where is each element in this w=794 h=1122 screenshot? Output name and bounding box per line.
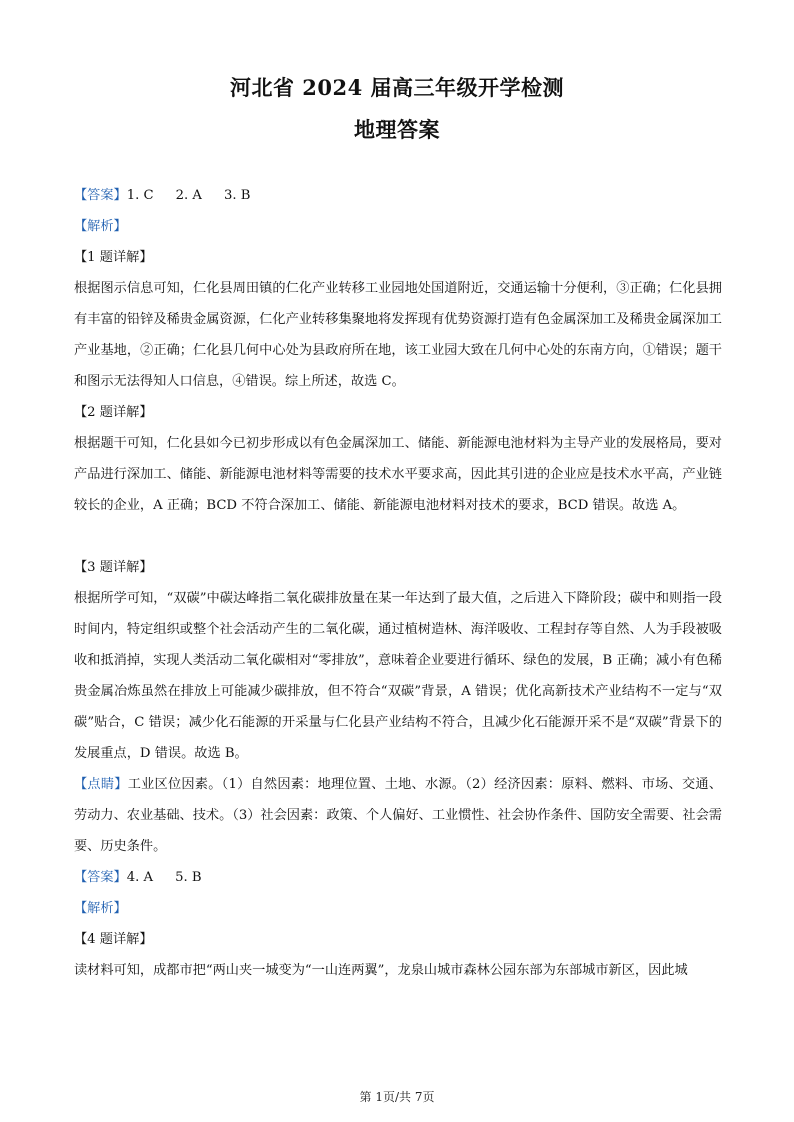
tip-text: 工业区位因素。（1）自然因素：地理位置、土地、水源。（2）经济因素：原料、燃料、市场、交通、劳动力、农业基础、技术。（3）社会因素：政策、个人偏好、工业惯性、社会协作条件、国防安全需要、社会需要、历史条件。 (74, 777, 723, 854)
answer-item: 5. B (175, 870, 202, 885)
question-heading-2: 【2 题详解】 (74, 405, 153, 420)
analysis-tag: 【解析】 (74, 901, 127, 916)
document-subtitle: 地理答案 (354, 117, 440, 142)
answer-item: 2. A (175, 188, 202, 203)
answer-tag: 【答案】 (74, 188, 127, 203)
tip-tag: 【点睛】 (74, 777, 128, 792)
analysis-tag: 【解析】 (74, 219, 127, 234)
answer-item: 4. A (126, 870, 154, 885)
tip-paragraph (74, 769, 722, 862)
question-explanation-2: 根据题干可知，仁化县如今已初步形成以有色金属深加工、储能、新能源电池材料为主导产业的发展格局，要对产品进行深加工、储能、新能源电池材料等需要的技术水平要求高，因此其引进的企业应是技术水平高，产业链较长的企业，A 正确；BCD 不符合深加工、储能、新能源电池材料对技术的要求，BCD 错误。故选 A。 (74, 436, 722, 513)
question-heading-1: 【1 题详解】 (74, 250, 153, 265)
page-number: 第 1页/共 7页 (359, 1090, 435, 1104)
question-heading-4: 【4 题详解】 (74, 932, 153, 947)
document-title: 河北省 2024 届高三年级开学检测 (229, 75, 565, 100)
question-heading-3: 【3 题详解】 (74, 560, 153, 575)
spacer (74, 521, 722, 552)
answer-line-4-5 (74, 862, 722, 893)
question-explanation-3: 根据所学可知，“双碳”中碳达峰指二氧化碳排放量在某一年达到了最大值，之后进入下降阶段；碳中和则指一段时间内，特定组织或整个社会活动产生的二氧化碳，通过植树造林、海洋吸收、工程封存等自然、人为手段被吸收和抵消掉，实现人类活动二氧化碳相对“零排放”，意味着企业要进行循环、绿色的发展，B 正确；减小有色稀贵金属冶炼虽然在排放上可能减少碳排放，但不符合“双碳”背景，A 错误；优化高新技术产业结构不一定与“双碳”贴合，C 错误；减少化石能源的开采量与仁化县产业结构不符合，且减少化石能源开采不是“双碳”背景下的发展重点，D 错误。故选 B。 (74, 591, 722, 761)
answer-item: 1. C (126, 188, 154, 203)
answer-line-1-3 (74, 180, 722, 211)
answer-item: 3. B (223, 188, 251, 203)
answer-tag: 【答案】 (74, 870, 127, 885)
answer-content (74, 180, 722, 986)
question-explanation-4: 读材料可知，成都市把“两山夹一城变为“一山连两翼”，龙泉山城市森林公园东部为东部城市新区，因此城 (74, 963, 688, 978)
question-explanation-1: 根据图示信息可知，仁化县周田镇的仁化产业转移工业园地处国道附近，交通运输十分便利，③正确；仁化县拥有丰富的铅锌及稀贵金属资源，仁化产业转移集聚地将发挥现有优势资源打造有色金属深加工及稀贵金属深加工产业基地，②正确；仁化县几何中心处为县政府所在地，该工业园大致在几何中心处的东南方向，①错误；题干和图示无法得知人口信息，④错误。综上所述，故选 C。 (74, 281, 722, 389)
